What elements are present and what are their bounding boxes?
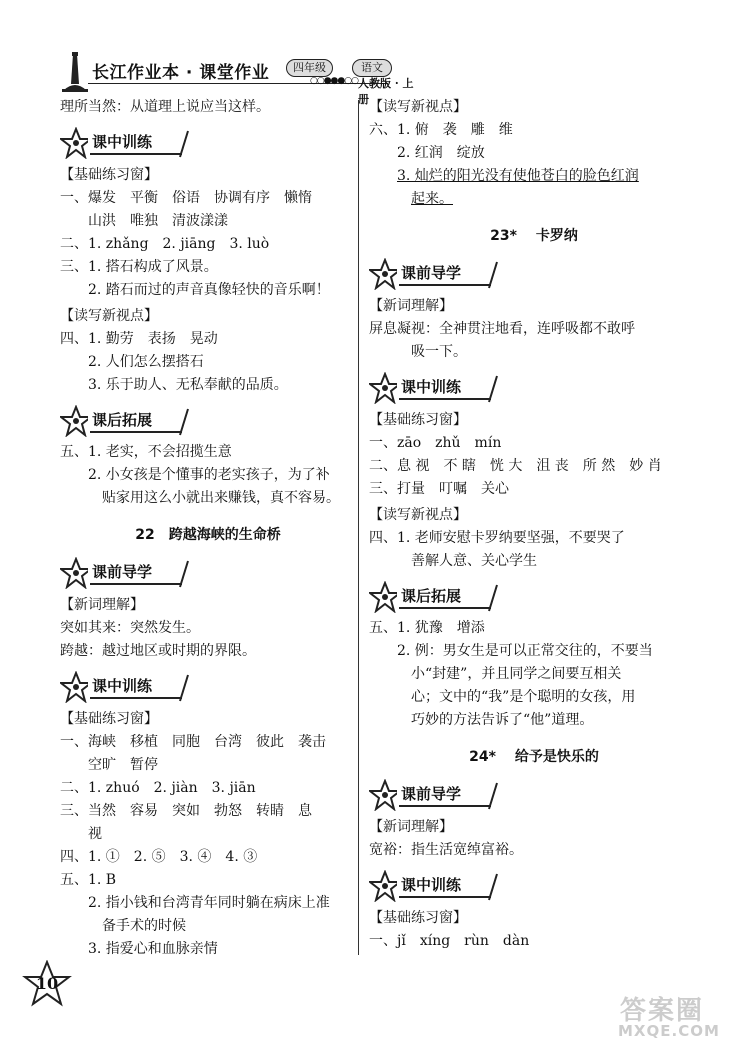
subsection-label: 【基础练习窗】 bbox=[60, 711, 158, 727]
answer-line: 贴家用这么小就出来赚钱，真不容易。 bbox=[102, 490, 340, 506]
subsection-label: 【读写新视点】 bbox=[60, 308, 158, 324]
page-number-text: 10 bbox=[35, 974, 59, 993]
section-underline bbox=[90, 697, 182, 699]
slash-icon bbox=[487, 781, 499, 811]
section-heading-zhongxun bbox=[369, 370, 699, 406]
section-heading-zhongxun bbox=[60, 669, 356, 705]
underlined-text: 3. 灿烂的阳光没有使他苍白的脸色红润 bbox=[397, 168, 639, 184]
answer-line: 小“封建”，并且同学之间要互相关 bbox=[411, 666, 622, 682]
page-header bbox=[62, 50, 422, 106]
answer-line: 2. 人们怎么摆搭石 bbox=[88, 354, 204, 370]
answer-line: 一、zāo zhǔ mín bbox=[369, 435, 502, 451]
section-heading-qiandao bbox=[369, 256, 699, 292]
grade-badge: 四年级 bbox=[286, 59, 333, 77]
answer-line: 四、1. 勤劳 表扬 晃动 bbox=[60, 331, 218, 347]
section-heading-qiandao bbox=[60, 555, 356, 591]
lesson-title: 23* 卡罗纳 bbox=[490, 228, 578, 244]
section-title: 课前导学 bbox=[397, 262, 465, 285]
watermark-url: MXQE.COM bbox=[618, 1022, 720, 1040]
section-underline bbox=[399, 607, 491, 609]
answer-line: 四、1. 老师安慰卡罗纳要坚强，不要哭了 bbox=[369, 530, 625, 546]
section-title: 课前导学 bbox=[397, 783, 465, 806]
section-title: 课前导学 bbox=[88, 561, 156, 584]
section-title: 课中训练 bbox=[88, 131, 156, 154]
slash-icon bbox=[487, 374, 499, 404]
answer-line: 3. 指爱心和血脉亲情 bbox=[88, 941, 218, 957]
answer-line: 2. 红润 绽放 bbox=[397, 145, 485, 161]
section-title: 课后拓展 bbox=[397, 585, 465, 608]
subsection-label: 【基础练习窗】 bbox=[369, 910, 467, 926]
lesson-title: 24* 给予是快乐的 bbox=[469, 749, 599, 765]
section-underline bbox=[399, 805, 491, 807]
answer-line: 四、1. ① 2. ⑤ 3. ④ 4. ③ bbox=[60, 849, 258, 865]
answer-line: 2. 指小钱和台湾青年同时躺在病床上准 bbox=[88, 895, 330, 911]
section-heading-zhongxun bbox=[369, 868, 699, 904]
answer-line: 三、当然 容易 突如 勃怒 转睛 息 bbox=[60, 803, 312, 819]
answer-line: 备手术的时候 bbox=[102, 918, 186, 934]
answer-line: 一、jǐ xíng rùn dàn bbox=[369, 933, 530, 949]
subsection-label: 【新词理解】 bbox=[60, 597, 144, 613]
answer-line: 吸一下。 bbox=[411, 344, 467, 360]
answer-line: 山洪 唯独 清波漾漾 bbox=[88, 213, 228, 229]
lighthouse-logo-icon bbox=[62, 50, 88, 94]
slash-icon bbox=[178, 673, 190, 703]
answer-line: 2. 例：男女生是可以正常交往的，不要当 bbox=[397, 643, 653, 659]
answer-line: 二、息 视 不 瞎 恍 大 沮 丧 所 然 妙 肖 bbox=[369, 458, 662, 474]
lesson-title: 22 跨越海峡的生命桥 bbox=[135, 527, 281, 543]
column-divider bbox=[358, 100, 359, 955]
slash-icon bbox=[487, 260, 499, 290]
answer-line: 五、1. B bbox=[60, 872, 117, 888]
slash-icon bbox=[487, 583, 499, 613]
subsection-label: 【新词理解】 bbox=[369, 298, 453, 314]
section-underline bbox=[90, 153, 182, 155]
answer-line: 三、打量 叮嘱 关心 bbox=[369, 481, 509, 497]
section-title: 课中训练 bbox=[88, 675, 156, 698]
subsection-label: 【读写新视点】 bbox=[369, 507, 467, 523]
answer-line: 突如其来：突然发生。 bbox=[60, 620, 200, 636]
subsection-label: 【新词理解】 bbox=[369, 819, 453, 835]
book-title: 长江作业本 · 课堂作业 bbox=[92, 63, 270, 83]
answer-line: 心；文中的“我”是个聪明的女孩，用 bbox=[411, 689, 636, 705]
section-title: 课后拓展 bbox=[88, 409, 156, 432]
section-heading-houtuo bbox=[60, 403, 356, 439]
answer-line: 一、爆发 平衡 俗语 协调有序 懒惰 bbox=[60, 190, 312, 206]
page-number bbox=[22, 960, 72, 1008]
answer-line bbox=[369, 188, 699, 211]
slash-icon bbox=[487, 872, 499, 902]
answer-line: 3. 乐于助人、无私奉献的品质。 bbox=[88, 377, 288, 393]
slash-icon bbox=[178, 559, 190, 589]
section-title: 课中训练 bbox=[397, 874, 465, 897]
right-column bbox=[369, 96, 699, 953]
answer-line: 2. 小女孩是个懂事的老实孩子，为了补 bbox=[88, 467, 330, 483]
subsection-label: 【基础练习窗】 bbox=[369, 412, 467, 428]
edition-label: 人教版 · 上册 bbox=[358, 77, 414, 106]
answer-line: 空旷 暂停 bbox=[88, 757, 158, 773]
section-heading-qiandao bbox=[369, 777, 699, 813]
answer-line: 跨越：越过地区或时期的界限。 bbox=[60, 643, 256, 659]
answer-line: 善解人意、关心学生 bbox=[411, 553, 537, 569]
answer-line: 五、1. 老实，不会招揽生意 bbox=[60, 444, 232, 460]
answer-line: 五、1. 犹豫 增添 bbox=[369, 620, 485, 636]
section-underline bbox=[90, 583, 182, 585]
header-dots: ○○●●●○○ bbox=[310, 76, 358, 86]
subsection-label: 【基础练习窗】 bbox=[60, 167, 158, 183]
underlined-text: 起来。 bbox=[411, 191, 453, 207]
subject-badge: 语文 bbox=[352, 59, 392, 77]
section-underline bbox=[399, 284, 491, 286]
answer-line: 宽裕：指生活宽绰富裕。 bbox=[369, 842, 523, 858]
answer-line: 视 bbox=[88, 826, 102, 842]
section-underline bbox=[399, 896, 491, 898]
section-heading-zhongxun bbox=[60, 125, 356, 161]
left-column bbox=[60, 96, 356, 961]
answer-line bbox=[369, 165, 699, 188]
answer-line: 二、1. zhuó 2. jiàn 3. jiān bbox=[60, 780, 256, 796]
answer-line: 一、海峡 移植 同胞 台湾 彼此 袭击 bbox=[60, 734, 326, 750]
answer-line: 理所当然：从道理上说应当这样。 bbox=[60, 99, 270, 115]
slash-icon bbox=[178, 129, 190, 159]
slash-icon bbox=[178, 407, 190, 437]
answer-line: 2. 踏石而过的声音真像轻快的音乐啊！ bbox=[88, 282, 330, 298]
section-heading-houtuo bbox=[369, 579, 699, 615]
section-underline bbox=[90, 431, 182, 433]
watermark bbox=[614, 990, 744, 1042]
section-title: 课中训练 bbox=[397, 376, 465, 399]
subsection-label: 【读写新视点】 bbox=[369, 99, 467, 115]
answer-line: 六、1. 俯 袭 雕 维 bbox=[369, 122, 513, 138]
answer-line: 巧妙的方法告诉了“他”道理。 bbox=[411, 712, 594, 728]
answer-line: 二、1. zhǎng 2. jiāng 3. luò bbox=[60, 236, 270, 252]
watermark-title: 答案圈 bbox=[620, 996, 705, 1026]
answer-line: 屏息凝视：全神贯注地看，连呼吸都不敢呼 bbox=[369, 321, 635, 337]
answer-line: 三、1. 搭石构成了风景。 bbox=[60, 259, 218, 275]
section-underline bbox=[399, 398, 491, 400]
